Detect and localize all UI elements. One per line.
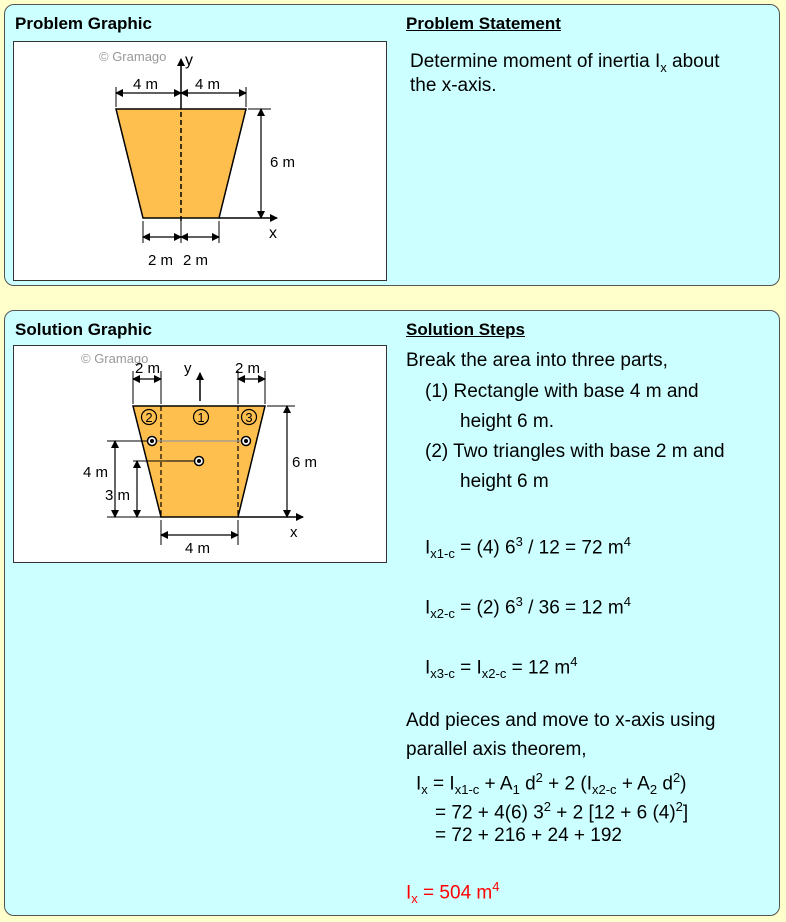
watermark: © Gramago bbox=[80, 350, 148, 366]
problem-graphic bbox=[13, 41, 387, 281]
equation-ix1c: $I_{x1-c} = (4)$ $6^3 / 12 = 72$ $m^4$ bbox=[425, 534, 631, 562]
y-axis-label: y bbox=[184, 51, 193, 69]
dim-top-right: 4 m bbox=[194, 75, 220, 93]
final-answer: $I_x = 504$ $m^4$ bbox=[406, 879, 500, 907]
equation-parallel-axis: $I_x = I_{x1-c} + A_1$ $d^2 + 2$ ($I_{x2-c} + A_2$ $d^2$) bbox=[416, 770, 687, 798]
step-parallel-a: Add pieces and move to x-axis using bbox=[406, 710, 716, 731]
equation-line-2: = 72 + 4(6) $3^2 + 2$ [12 + 6 $(4)^2$] bbox=[435, 799, 689, 824]
part-1-label: 1 bbox=[196, 409, 205, 425]
dim-top-left: 2 m bbox=[134, 359, 160, 377]
step-intro: Break the area into three parts, bbox=[406, 350, 668, 371]
solution-graphic bbox=[13, 345, 387, 563]
x-axis-label: x bbox=[268, 224, 277, 242]
problem-graphic-title: Problem Graphic bbox=[15, 14, 152, 33]
step-part1-a: (1) Rectangle with base 4 m and bbox=[425, 381, 699, 402]
dim-bottom-right: 2 m bbox=[182, 251, 208, 269]
step-part1-b: height 6 m. bbox=[460, 411, 554, 432]
x-axis-label: x bbox=[289, 523, 297, 541]
statement-line-2: the x-axis. bbox=[410, 75, 497, 96]
step-parallel-b: parallel axis theorem, bbox=[406, 739, 587, 760]
step-part2-a: (2) Two triangles with base 2 m and bbox=[425, 441, 725, 462]
part-3-label: 3 bbox=[244, 409, 253, 425]
equation-ix2c: $I_{x2-c} = (2)$ $6^3 / 36 = 12$ $m^4$ bbox=[425, 594, 631, 622]
statement-line-1: Determine moment of inertia $I_x$ about bbox=[410, 51, 720, 75]
solution-panel bbox=[4, 310, 780, 916]
dim-height: 6 m bbox=[291, 453, 317, 471]
centroid-marker-1 bbox=[194, 456, 203, 465]
solution-graphic-title: Solution Graphic bbox=[15, 320, 152, 339]
y-axis-label: y bbox=[183, 359, 191, 377]
centroid-marker-3 bbox=[241, 436, 250, 445]
step-part2-b: height 6 m bbox=[460, 471, 549, 492]
dim-bottom-left: 2 m bbox=[147, 251, 173, 269]
equation-line-3: = 72 + 216 + 24 + 192 bbox=[435, 825, 623, 846]
dim-4m: 4 m bbox=[82, 463, 108, 481]
dim-3m: 3 m bbox=[104, 486, 130, 504]
problem-statement-title: Problem Statement bbox=[406, 14, 561, 33]
part-2-label: 2 bbox=[144, 409, 153, 425]
dim-height: 6 m bbox=[269, 153, 295, 171]
centroid-marker-2 bbox=[147, 436, 156, 445]
problem-diagram bbox=[13, 41, 387, 281]
solution-diagram bbox=[13, 345, 387, 563]
problem-panel bbox=[4, 4, 780, 286]
equation-ix3c: $I_{x3-c} = I_{x2-c} = 12$ $m^4$ bbox=[425, 654, 578, 682]
solution-steps-title: Solution Steps bbox=[406, 320, 525, 339]
dim-top-left: 4 m bbox=[132, 75, 158, 93]
dim-top-right: 2 m bbox=[234, 359, 260, 377]
watermark: © Gramago bbox=[98, 48, 166, 64]
dim-bottom: 4 m bbox=[184, 539, 210, 557]
